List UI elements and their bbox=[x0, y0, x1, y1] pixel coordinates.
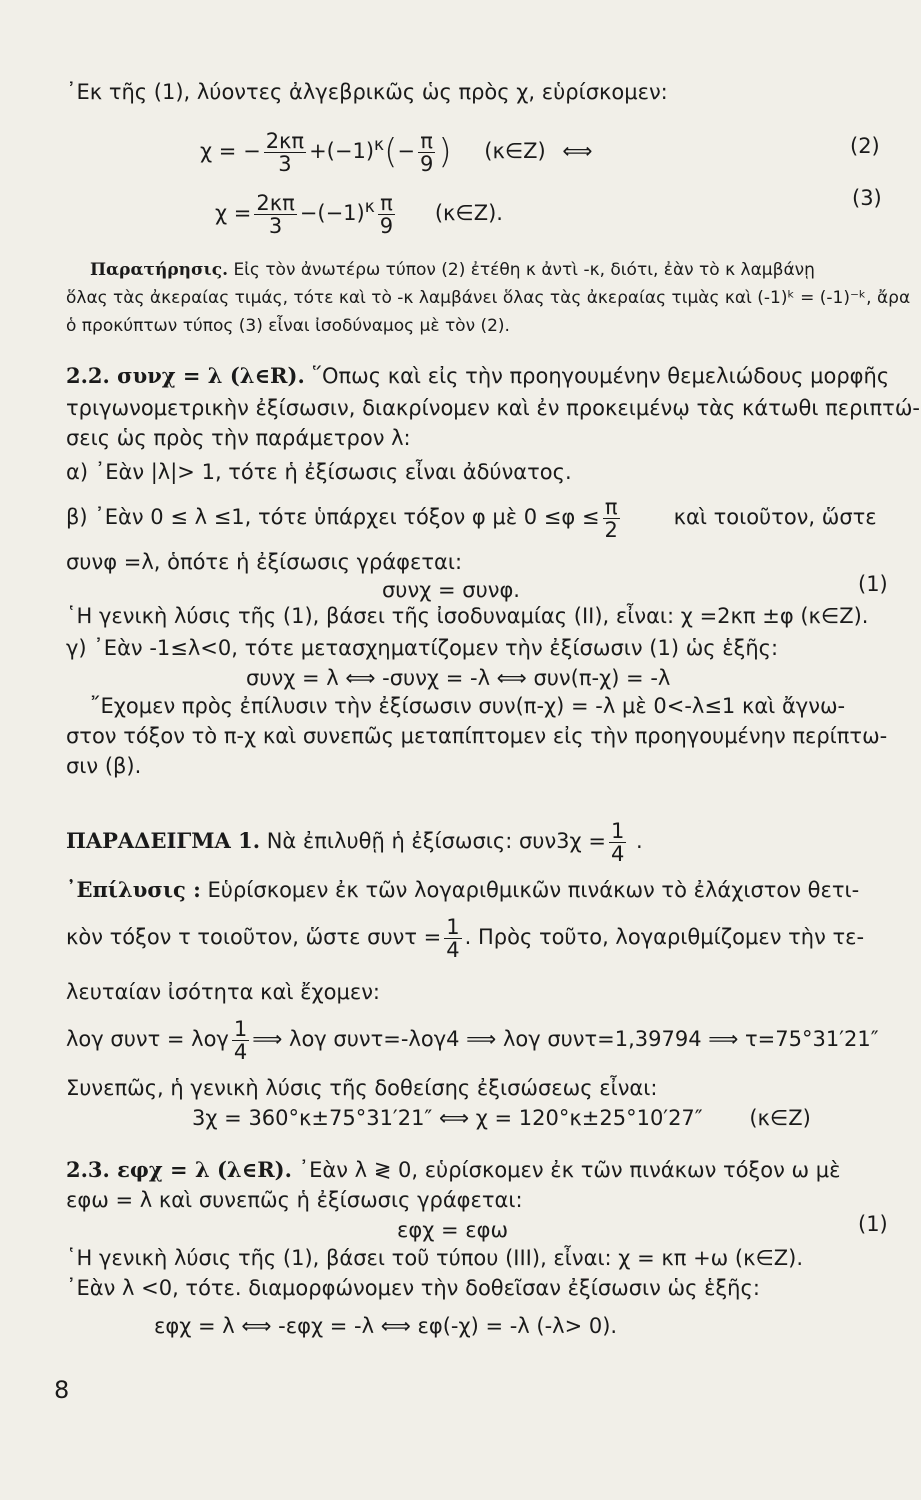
log-derivation: λογ συντ = λογ $\frac{1}{4}$ ⟹ λογ συντ=-λογ4 ⟹ λογ συντ=1,39794 ⟹ τ=75°31′21″ bbox=[66, 1016, 879, 1064]
intro-line: ᾿Εκ τῆς (1), λύοντες ἀλγεβρικῶς ὡς πρὸς χ, εὑρίσκομεν: bbox=[66, 80, 668, 104]
case-c-line-5: σιν (β). bbox=[66, 754, 142, 778]
eq2-inner-fraction: $\frac{\pi}{9}$ bbox=[419, 128, 434, 176]
section-2-3-equation: εφχ = εφω bbox=[397, 1218, 509, 1242]
section-2-3-line-2: εφω = λ καὶ συνεπῶς ἡ ἐξίσωσις γράφεται: bbox=[66, 1188, 523, 1212]
section-2-3-negative-case: ᾿Εὰν λ <0, τότε. διαμορφώνομεν τὴν δοθεῖσαν ἐξίσωσιν ὡς ἑξῆς: bbox=[66, 1276, 760, 1300]
solution-line-2: κὸν τόξον τ τοιοῦτον, ὥστε συντ = $\frac{1}{4}$ . Πρὸς τοῦτο, λογαριθμίζομεν τὴν τε- bbox=[66, 914, 865, 962]
case-a: α) ᾿Εὰν |λ|> 1, τότε ἡ ἐξίσωσις εἶναι ἀδύνατος. bbox=[66, 460, 572, 484]
section-2-2-line-3: σεις ὡς πρὸς τὴν παράμετρον λ: bbox=[66, 426, 411, 450]
case-c-line-4: στον τόξον τὸ π-χ καὶ συνεπῶς μεταπίπτομεν εἰς τὴν προηγουμένην περίπτω- bbox=[66, 724, 888, 748]
remark-line-3: ὁ προκύπτων τύπος (3) εἶναι ἰσοδύναμος μὲ τὸν (2). bbox=[66, 316, 510, 336]
solution-line-1: ᾿Επίλυσις : Εὑρίσκομεν ἐκ τῶν λογαριθμικῶν πινάκων τὸ ἐλάχιστον θετι- bbox=[66, 877, 860, 902]
equation-number-3: (3) bbox=[852, 186, 882, 210]
solution-fraction: $\frac{1}{4}$ bbox=[446, 914, 460, 962]
eq3-fraction-2: $\frac{\pi}{9}$ bbox=[379, 190, 394, 238]
eq2-exponent: κ bbox=[374, 135, 385, 155]
section-2-3-equation-number: (1) bbox=[858, 1212, 888, 1236]
section-2-3-heading: 2.3. εφχ = λ (λ∈R). bbox=[66, 1157, 292, 1182]
pi-over-2-fraction: $\frac{\pi}{2}$ bbox=[604, 494, 618, 542]
eq2-condition: (κ∈Z) bbox=[484, 139, 546, 163]
log-fraction: $\frac{1}{4}$ bbox=[233, 1016, 248, 1064]
eq2-lhs: χ = − bbox=[200, 139, 261, 163]
equivalence-arrow: ⟺ bbox=[562, 139, 593, 163]
section-2-3-general-solution: ῾Η γενικὴ λύσις τῆς (1), βάσει τοῦ τύπου (ΙΙΙ), εἶναι: χ = κπ +ω (κ∈Z). bbox=[66, 1246, 804, 1270]
case-c-line-3: ῎Εχομεν πρὸς ἐπίλυσιν τὴν ἐξίσωσιν συν(π-χ) = -λ μὲ 0<-λ≤1 καὶ ἄγνω- bbox=[90, 694, 846, 718]
eq3-fraction: $\frac{2\kappa\pi}{3}$ bbox=[256, 190, 295, 238]
example-fraction: $\frac{1}{4}$ bbox=[610, 818, 625, 866]
example-label: ΠΑΡΑΔΕΙΓΜΑ 1. bbox=[66, 828, 261, 853]
section-2-3-negative-equation: εφχ = λ ⟺ -εφχ = -λ ⟺ εφ(-χ) = -λ (-λ> 0). bbox=[154, 1314, 618, 1338]
eq2-fraction: $\frac{2\kappa\pi}{3}$ bbox=[265, 128, 305, 176]
case-b-equation-number: (1) bbox=[858, 572, 888, 596]
equation-3: χ = $\frac{2\kappa\pi}{3}$ $-(-1)^\kappa$ $\frac{\pi}{9}$ (κ∈Z). bbox=[215, 190, 503, 238]
eq2-mid: +(−1) bbox=[309, 139, 375, 163]
remark-line-1: Παρατήρησις. Εἰς τὸν ἀνωτέρω τύπον (2) ἐτέθη κ ἀντὶ -κ, διότι, ἐὰν τὸ κ λαμβάνῃ bbox=[90, 260, 815, 280]
final-solution: 3χ = 360°κ±75°31′21″ ⟺ χ = 120°κ±25°10′27″ (κ∈Z) bbox=[192, 1106, 811, 1130]
equation-2: χ = − $\frac{2\kappa\pi}{3}$ $+(-1)^\kappa(-$ $\frac{\pi}{9}$ ) (κ∈Z) ⟺ bbox=[200, 128, 593, 176]
section-2-2-line-2: τριγωνομετρικὴν ἐξίσωσιν, διακρίνομεν καὶ ἐν προκειμένῳ τὰς κάτωθι περιπτώ- bbox=[66, 396, 920, 420]
section-2-2-heading: 2.2. συνχ = λ (λ∈R). bbox=[66, 363, 305, 388]
remark-line-2: ὅλας τὰς ἀκεραίας τιμάς, τότε καὶ τὸ -κ λαμβάνει ὅλας τὰς ἀκεραίας τιμὰς καὶ (-1)ᵏ = (-1)⁻ᵏ, ἄρα bbox=[66, 288, 911, 308]
equation-number-2: (2) bbox=[850, 134, 880, 158]
case-b-general-solution: ῾Η γενικὴ λύσις τῆς (1), βάσει τῆς ἰσοδυναμίας (ΙΙ), εἶναι: χ =2κπ ±φ (κ∈Z). bbox=[66, 604, 869, 628]
remark-label: Παρατήρησις. bbox=[90, 260, 229, 280]
solution-line-3: λευταίαν ἰσότητα καὶ ἔχομεν: bbox=[66, 980, 380, 1004]
example-1-statement: ΠΑΡΑΔΕΙΓΜΑ 1. Νὰ ἐπιλυθῇ ἡ ἐξίσωσις: συν3χ = $\frac{1}{4}$ . bbox=[66, 818, 643, 866]
case-b-line-2: συνφ =λ, ὁπότε ἡ ἐξίσωσις γράφεται: bbox=[66, 550, 463, 574]
case-b-equation: συνχ = συνφ. bbox=[382, 578, 520, 602]
section-2-2-line-1: 2.2. συνχ = λ (λ∈R). ῞Οπως καὶ εἰς τὴν προηγουμένην θεμελιώδους μορφῆς bbox=[66, 363, 890, 388]
case-c-line-1: γ) ᾿Εὰν -1≤λ<0, τότε μετασχηματίζομεν τὴν ἐξίσωσιν (1) ὡς ἑξῆς: bbox=[66, 636, 779, 660]
case-b-line-1: β) ᾿Εὰν 0 ≤ λ ≤1, τότε ὑπάρχει τόξον φ μὲ 0 ≤φ ≤ $\frac{\pi}{2}$ καὶ τοιοῦτον, ὥστε bbox=[66, 494, 877, 542]
page-number: 8 bbox=[54, 1376, 70, 1404]
conclusion-line: Συνεπῶς, ἡ γενικὴ λύσις τῆς δοθείσης ἐξισώσεως εἶναι: bbox=[66, 1076, 658, 1100]
case-c-equation: συνχ = λ ⟺ -συνχ = -λ ⟺ συν(π-χ) = -λ bbox=[246, 666, 671, 690]
section-2-3-line-1: 2.3. εφχ = λ (λ∈R). ᾿Εὰν λ ≷ 0, εὑρίσκομεν ἐκ τῶν πινάκων τόξον ω μὲ bbox=[66, 1157, 841, 1182]
solution-label: ᾿Επίλυσις : bbox=[66, 877, 201, 902]
